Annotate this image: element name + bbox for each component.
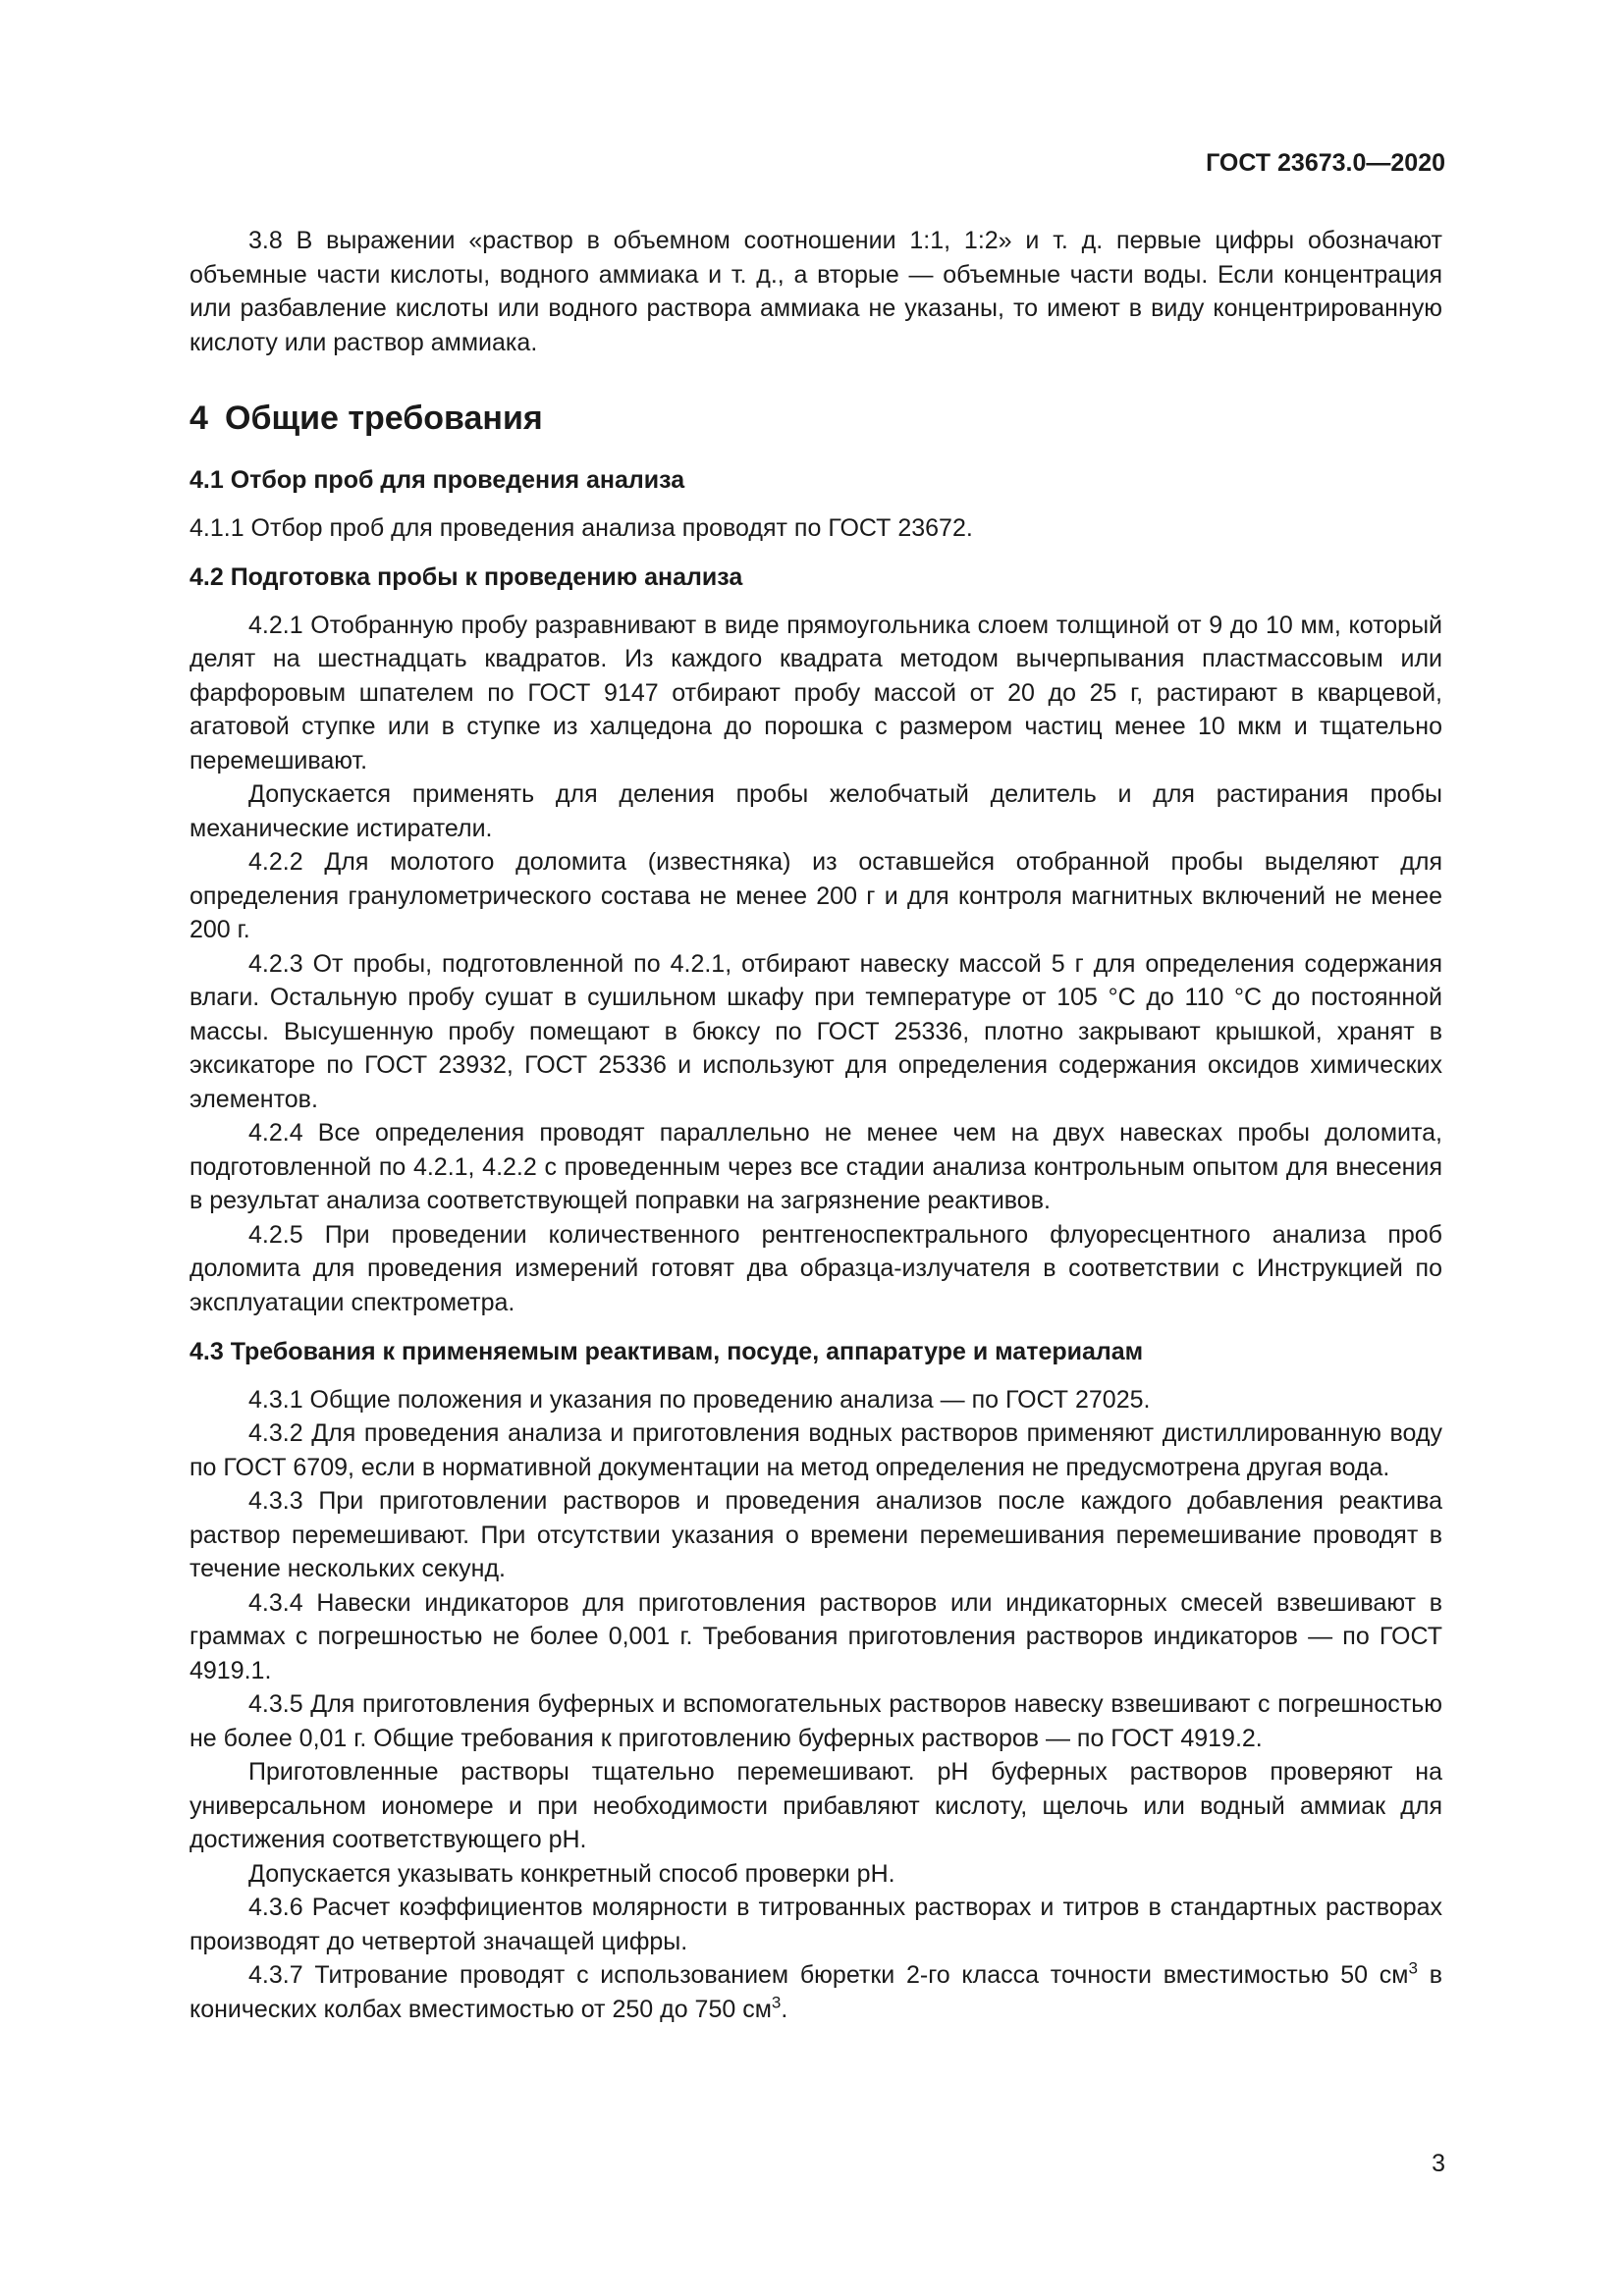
paragraph-4-3-7-text-a: 4.3.7 Титрование проводят с использованием бюретки 2-го класса точности вместимостью 50 см [248, 1961, 1409, 1989]
paragraph-4-3-5: 4.3.5 Для приготовления буферных и вспомогательных растворов навеску взвешивают с погрешностью не более 0,01 г. Общие требования к приготовлению буферных растворов — по ГОСТ 4919.2. [189, 1690, 1442, 1752]
subsection-4-2-heading: 4.2 Подготовка пробы к проведению анализа [189, 563, 743, 591]
paragraph-4-3-7 [189, 1958, 1442, 2026]
paragraph-4-3-4: 4.3.4 Навески индикаторов для приготовления растворов или индикаторных смесей взвешивают в граммах с погрешностью не более 0,001 г. Требования приготовления растворов индикаторов — по ГОСТ 4919.1. [189, 1588, 1442, 1684]
paragraph-4-3-3: 4.3.3 При приготовлении растворов и проведения анализов после каждого добавления реактива раствор перемешивают. При отсутствии указания о времени перемешивания перемешивание проводят в течение нескольких секунд. [189, 1487, 1442, 1582]
paragraph-4-3-2: 4.3.2 Для проведения анализа и приготовления водных растворов применяют дистиллированную воду по ГОСТ 6709, если в нормативной документации на метод определения не предусмотрена другая вода. [189, 1419, 1442, 1481]
paragraph-4-2-4: 4.2.4 Все определения проводят параллельно не менее чем на двух навесках пробы доломита, подготовленной по 4.2.1, 4.2.2 с проведенным через все стадии анализа контрольным опытом для внесения в результат анализа соответствующей поправки на загрязнение реактивов. [189, 1119, 1442, 1214]
paragraph-4-3-5-note: Допускается указывать конкретный способ проверки рН. [248, 1859, 895, 1888]
paragraph-3-8: 3.8 В выражении «раствор в объемном соотношении 1:1, 1:2» и т. д. первые цифры обозначают объемные части кислоты, водного аммиака и т. д., а вторые — объемные части воды. Если концентрация или разбавление кислоты или водного раствора аммиака не указаны, то имеют в виду концентрированную кислоту или раствор аммиака. [189, 227, 1442, 356]
subsection-4-3-heading: 4.3 Требования к применяемым реактивам, посуде, аппаратуре и материалам [189, 1338, 1144, 1365]
section-4-title: Общие требования [225, 400, 543, 437]
paragraph-4-2-5: 4.2.5 При проведении количественного рентгеноспектрального флуоресцентного анализа проб доломита для проведения измерений готовят два образца-излучателя в соответствии с Инструкцией по эксплуатации спектрометра. [189, 1220, 1442, 1316]
superscript-cube: 3 [1408, 1958, 1418, 1978]
paragraph-4-3-1: 4.3.1 Общие положения и указания по проведению анализа — по ГОСТ 27025. [248, 1385, 1151, 1414]
page-number: 3 [1432, 2150, 1445, 2177]
section-4-heading [189, 397, 1442, 440]
subsection-4-1-heading: 4.1 Отбор проб для проведения анализа [189, 466, 685, 494]
paragraph-4-2-1-note: Допускается применять для деления пробы желобчатый делитель и для растирания пробы механические истиратели. [189, 780, 1442, 842]
paragraph-4-3-7-text-b: в конических колбах вместимостью от 250 до 750 см [189, 1961, 1442, 2023]
paragraph-4-2-3: 4.2.3 От пробы, подготовленной по 4.2.1, отбирают навеску массой 5 г для определения содержания влаги. Остальную пробу сушат в сушильном шкафу при температуре от 105 °С до 110 °С до постоянной массы. Высушенную пробу помещают в бюксу по ГОСТ 25336, плотно закрывают крышкой, хранят в эксикаторе по ГОСТ 23932, ГОСТ 25336 и используют для определения содержания оксидов химических элементов. [189, 949, 1442, 1113]
paragraph-4-2-1: 4.2.1 Отобранную пробу разравнивают в виде прямоугольника слоем толщиной от 9 до 10 мм, который делят на шестнадцать квадратов. Из каждого квадрата методом вычерпывания пластмассовым или фарфоровым шпателем по ГОСТ 9147 отбирают пробу массой от 20 до 25 г, растирают в кварцевой, агатовой ступке или в ступке из халцедона до порошка с размером частиц менее 10 мкм и тщательно перемешивают. [189, 611, 1442, 774]
section-4-number: 4 [189, 400, 208, 437]
superscript-cube-2: 3 [771, 1993, 782, 2012]
paragraph-4-3-7-text-c: . [781, 1995, 788, 2023]
paragraph-4-3-5-ph: Приготовленные растворы тщательно перемешивают. рН буферных растворов проверяют на универсальном иономере и при необходимости прибавляют кислоту, щелочь или водный аммиак для достижения соответствующего рН. [189, 1758, 1442, 1853]
paragraph-4-2-2: 4.2.2 Для молотого доломита (известняка) из оставшейся отобранной пробы выделяют для определения гранулометрического состава не менее 200 г и для контроля магнитных включений не менее 200 г. [189, 848, 1442, 943]
paragraph-4-3-6: 4.3.6 Расчет коэффициентов молярности в титрованных растворах и титров в стандартных растворах производят до четвертой значащей цифры. [189, 1894, 1442, 1955]
page-body [189, 224, 1442, 2026]
paragraph-4-1-1: 4.1.1 Отбор проб для проведения анализа проводят по ГОСТ 23672. [189, 513, 973, 542]
document-id-header: ГОСТ 23673.0—2020 [1206, 149, 1445, 177]
